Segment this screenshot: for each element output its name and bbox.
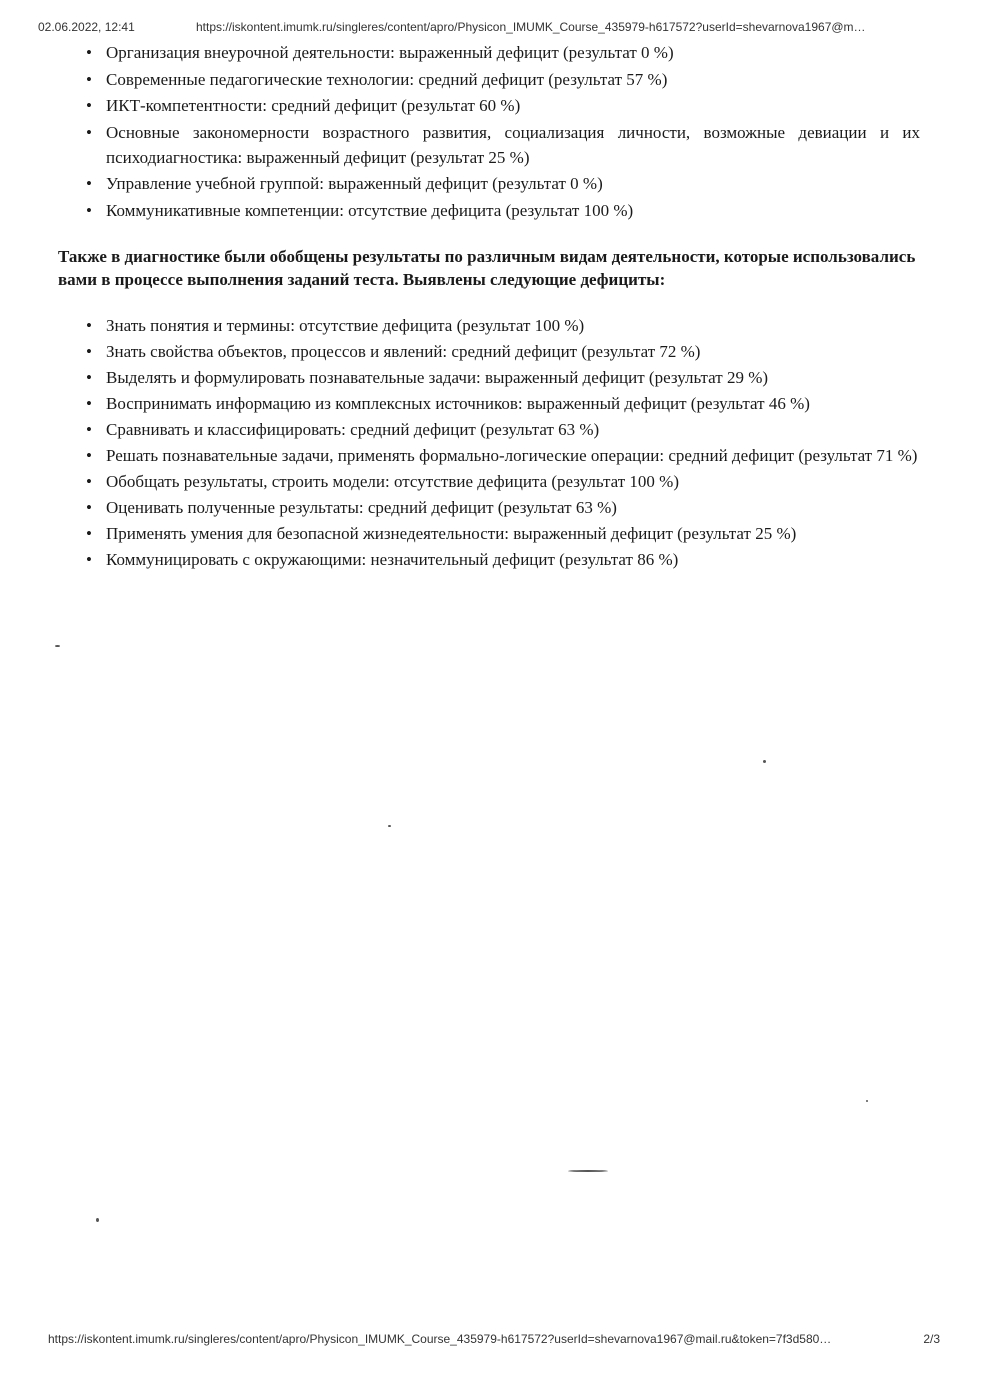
list-item xyxy=(58,469,920,494)
list-item-text: Коммуницировать с окружающими: незначительный дефицит (результат 86 %) xyxy=(106,549,679,569)
list-item-text: Управление учебной группой: выраженный дефицит (результат 0 %) xyxy=(106,174,603,193)
scan-speck xyxy=(388,825,391,827)
bullet-icon: • xyxy=(86,174,92,193)
bullet-icon: • xyxy=(86,122,92,142)
list-item xyxy=(58,365,920,390)
bullet-icon: • xyxy=(86,419,92,439)
competency-list xyxy=(58,40,920,223)
bullet-icon: • xyxy=(86,43,92,62)
list-item xyxy=(58,417,920,442)
list-item-text: Современные педагогические технологии: средний дефицит (результат 57 %) xyxy=(106,69,668,89)
list-item xyxy=(58,120,920,170)
list-item xyxy=(58,67,920,92)
scan-speck xyxy=(55,645,60,647)
bullet-icon: • xyxy=(86,69,92,89)
list-item xyxy=(58,339,920,364)
list-item-text: Сравнивать и классифицировать: средний дефицит (результат 63 %) xyxy=(106,419,600,439)
list-item-text: Коммуникативные компетенции: отсутствие дефицита (результат 100 %) xyxy=(106,200,634,220)
list-item-text: Выделять и формулировать познавательные задачи: выраженный дефицит (результат 29 %) xyxy=(106,367,769,387)
list-item-text: Воспринимать информацию из комплексных источников: выраженный дефицит (результат 46 %) xyxy=(106,393,810,413)
list-item-text: ИКТ-компетентности: средний дефицит (результат 60 %) xyxy=(106,96,521,115)
list-item-text: Решать познавательные задачи, применять формально-логические операции: средний дефицит (результат 71 %) xyxy=(106,445,918,465)
list-item-text: Основные закономерности возрастного развития, социализация личности, возможные девиации и их психодиагностика: выраженный дефицит (результат 25 %) xyxy=(106,122,920,167)
bullet-icon: • xyxy=(86,315,92,335)
list-item-text: Обобщать результаты, строить модели: отсутствие дефицита (результат 100 %) xyxy=(106,471,679,491)
list-item xyxy=(58,521,920,546)
list-item xyxy=(58,93,920,118)
document-body xyxy=(58,40,920,573)
list-item xyxy=(58,495,920,520)
bullet-icon: • xyxy=(86,523,92,543)
bullet-icon: • xyxy=(86,471,92,491)
list-item-text: Знать понятия и термины: отсутствие дефицита (результат 100 %) xyxy=(106,315,585,335)
list-item xyxy=(58,40,920,65)
list-item xyxy=(58,443,920,468)
scan-speck xyxy=(763,760,766,763)
scan-speck xyxy=(96,1218,99,1222)
list-item xyxy=(58,391,920,416)
print-url: https://iskontent.imumk.ru/singleres/content/apro/Physicon_IMUMK_Course_435979-h617572?userId=shevarnova1967@m… xyxy=(196,20,866,34)
list-item xyxy=(58,198,920,223)
bullet-icon: • xyxy=(86,393,92,413)
summary-paragraph: Также в диагностике были обобщены результаты по различным видам деятельности, которые использовались вами в процессе выполнения заданий теста. Выявлены следующие дефициты: xyxy=(58,246,916,289)
scan-speck xyxy=(866,1100,868,1102)
list-item xyxy=(58,547,920,572)
scan-speck xyxy=(568,1170,608,1172)
print-date: 02.06.2022, 12:41 xyxy=(38,20,135,34)
bullet-icon: • xyxy=(86,200,92,220)
bullet-icon: • xyxy=(86,445,92,465)
list-item-text: Организация внеурочной деятельности: выраженный дефицит (результат 0 %) xyxy=(106,43,674,62)
list-item-text: Применять умения для безопасной жизнедеятельности: выраженный дефицит (результат 25 %) xyxy=(106,523,797,543)
bullet-icon: • xyxy=(86,96,92,115)
bullet-icon: • xyxy=(86,497,92,517)
footer-url: https://iskontent.imumk.ru/singleres/content/apro/Physicon_IMUMK_Course_435979-h617572?userId=shevarnova1967@mail.ru&token=7f3d580… xyxy=(48,1332,832,1346)
list-item-text: Оценивать полученные результаты: средний дефицит (результат 63 %) xyxy=(106,497,617,517)
bullet-icon: • xyxy=(86,367,92,387)
list-item-text: Знать свойства объектов, процессов и явлений: средний дефицит (результат 72 %) xyxy=(106,341,701,361)
activity-list xyxy=(58,313,920,572)
page-number: 2/3 xyxy=(923,1332,940,1346)
bullet-icon: • xyxy=(86,549,92,569)
bullet-icon: • xyxy=(86,341,92,361)
list-item xyxy=(58,313,920,338)
list-item xyxy=(58,171,920,196)
